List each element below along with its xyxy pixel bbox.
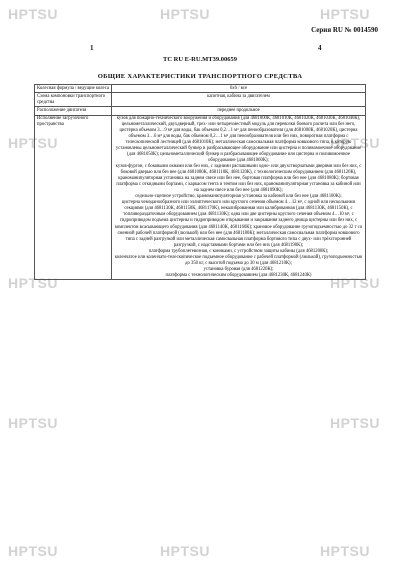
table-row <box>35 115 366 280</box>
row-value: капотная, кабина за двигателем <box>112 93 366 107</box>
watermark: HPTSU <box>330 135 380 151</box>
section-title: ОБЩИЕ ХАРАКТЕРИСТИКИ ТРАНСПОРТНОГО СРЕДСТВА <box>97 73 303 80</box>
table-row <box>35 93 366 107</box>
watermark: HPTSU <box>320 6 370 22</box>
watermark: HPTSU <box>160 6 210 22</box>
watermark: HPTSU <box>8 275 58 291</box>
row-label: Исполнение загрузочного пространства <box>35 115 112 280</box>
value-paragraph: платформа трубоплетевозная, с кониками, с устройством защиты кабины (для 4681200К); <box>148 248 329 254</box>
document-number: ТС RU E-RU.MT39.00659 <box>162 56 238 63</box>
row-value: переднее продольное <box>112 107 366 115</box>
watermark: HPTSU <box>320 543 370 559</box>
watermark: HPTSU <box>8 415 58 431</box>
table-row <box>35 107 366 115</box>
table-row <box>35 85 366 93</box>
value-paragraph: коленчатое или коленчато-телескопическое подъемное оборудование с рабочей платформой (люлькой), грузоподъемностью до 350 кг, с высотой подъема до 30 м (для 4681210К); <box>114 254 363 266</box>
row-value: 6х6 / все <box>112 85 366 93</box>
value-paragraph: платформа с технологическим оборудованием (для 4681230К, 4681240К) <box>165 272 312 278</box>
watermark: HPTSU <box>330 275 380 291</box>
value-paragraph: кузов-фургон, с боковыми окнами или без них, с задними распашными одно- или двухстворчатыми дверями или без них, с боковой дверью или без нее (для 4681080К, 4681110К, 4681120К), с технологическим оборудованием (для 4681120К), краноманипуляторная установка на заднем свесе или без нее, бортовая платформа или без нее (для 4681080К); бортовая платформа с откидными бортами, с каркасом тента и тентом или без них, краноманипуляторная установка за кабиной или на заднем свесе или без нее (для 4681090К); <box>115 164 362 194</box>
series-number: Серия RU № 0014590 <box>311 26 378 34</box>
value-paragraph: установка буровая (для 4681220К); <box>203 266 274 272</box>
value-paragraph: цистерна чемоданообразного или эллиптического или круглого сечения объемом 4…12 м³, с одной или несколькими секциями (для 4681130К, 4681150К, 4681170К), некалиброванная или калиброванная (для 4681130К, 4681150К), с топливораздаточным оборудованием (для 4681130К); одна или две цистерны круглого сечения объемом 4…10 м³, с гидроприводом подъема цистерны и гидроприводом открывания и закрывания заднего днища цистерны или без них, с комплектом всасывающего оборудования (для 4681140К, 4681160К); крановое оборудование грузоподъемностью до 32 т со сменной рабочей платформой (люлькой) или без нее (для 4681180К); металлическая самосвальная платформа ковшового типа с задней разгрузкой или металлическая самосвальная платформа бортового типа с двух- или трёхсторонней разгрузкой, с надставными бортами или без них (для 4681190К); <box>114 200 363 248</box>
page-marker-right: 4 <box>318 44 322 52</box>
watermark: HPTSU <box>8 6 58 22</box>
row-label: Расположение двигателя <box>35 107 112 115</box>
watermark: HPTSU <box>330 415 380 431</box>
row-value <box>112 115 366 280</box>
watermark: HPTSU <box>8 543 58 559</box>
value-paragraph: седельно-сцепное устройство, краноманипуляторная установка за кабиной или без нее (для 4681100К); <box>135 194 342 200</box>
watermark: HPTSU <box>8 135 58 151</box>
page-marker-left: 1 <box>90 44 94 52</box>
row-label: Колесная формула / ведущие колеса <box>35 85 112 93</box>
characteristics-table <box>34 84 366 280</box>
value-paragraph: кузов для пожарно-технического вооружения и оборудования (для 4681000К, 4681010К, 4681020К, 4681030К, 4681040К), цельнометаллический, двухдверный, трех- или четырехместный модуль для перевозки боевого расчета или без него, цистерна объемом 3…9 м³ для воды, бак объемом 0,2…1 м³ для пенообразователя (для 4681000К, 4681020К), цистерна объемом 3…6 м³ для воды, бак объемом 0,2…1 м³ для пенообразователя или без них, поворотная платформа с телескопической лестницей (для 4681010К); металлическая самосвальная платформа ковшового типа, в которую установлены цельнометаллический бункер и разбрасывающее оборудование или цистерна и поливомоечное оборудование (для 4681050К); цельнометаллический бункер и разбрасывающее оборудование или цистерна и поливомоечное оборудование (для 4681060К); <box>115 116 362 164</box>
watermark: HPTSU <box>160 543 210 559</box>
row-label: Схема компоновки транспортного средства <box>35 93 112 107</box>
